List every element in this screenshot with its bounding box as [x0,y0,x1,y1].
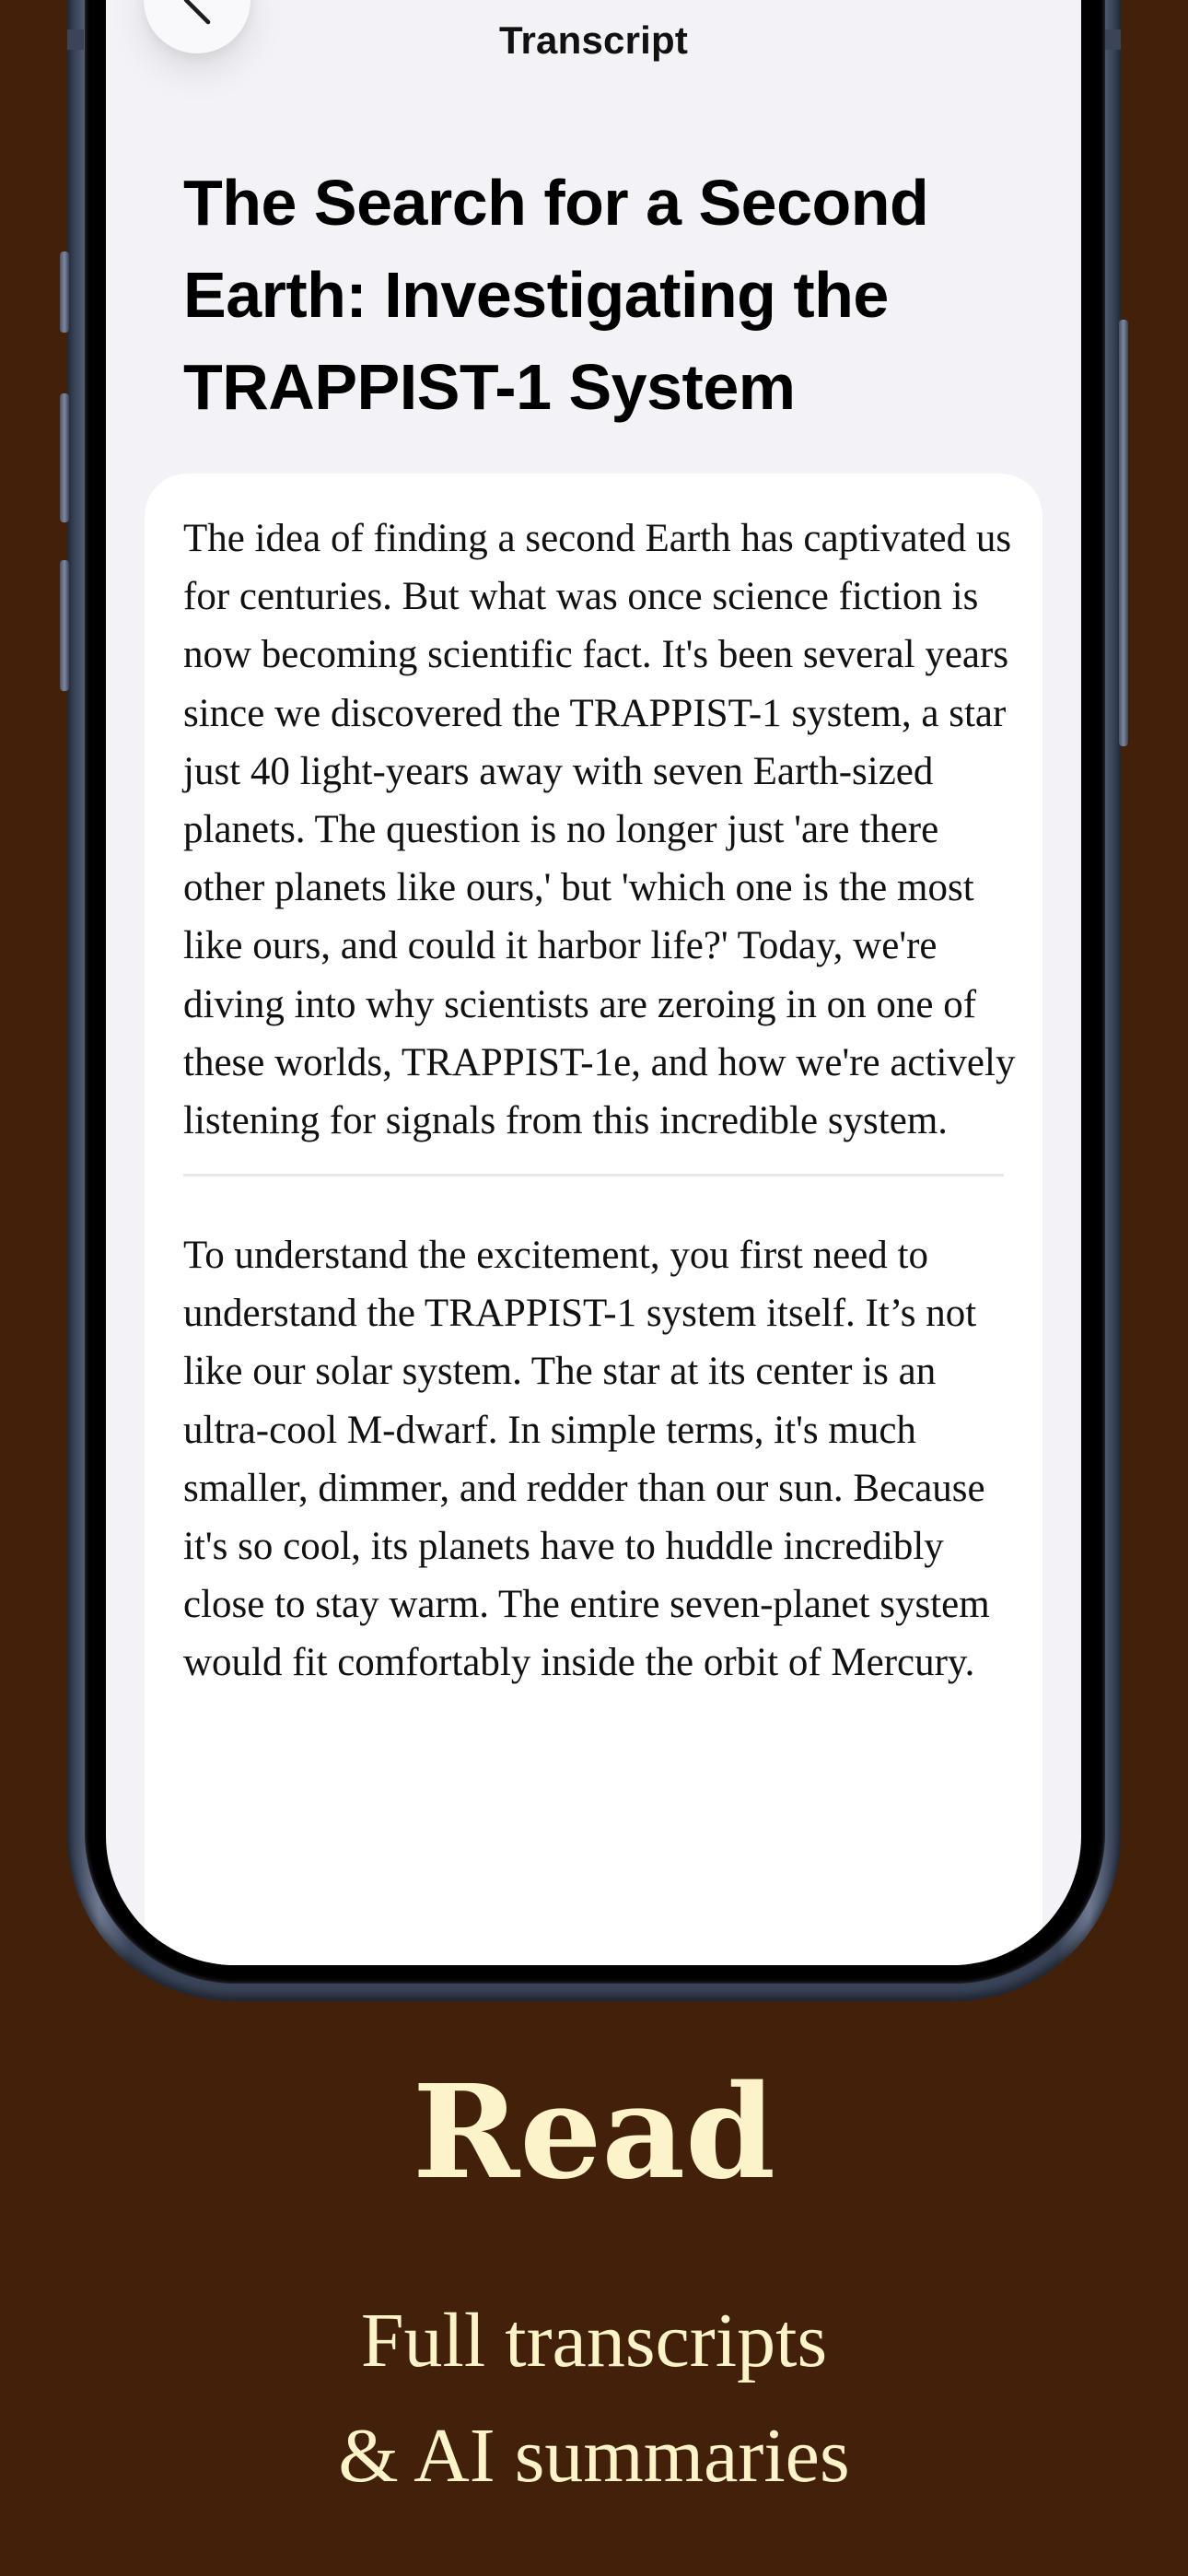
antenna-band-right [1104,29,1121,50]
volume-up-button [60,393,69,522]
phone-frame [67,0,1121,2001]
paragraph-divider [183,1174,1004,1177]
transcript-paragraph: The idea of finding a second Earth has captivated us for centuries. But what was once science fiction is now becoming scientific fact. It's been several years since we discovered the TRAPPIST-1 system, a star just 40 light-years away with seven Earth-sized planets. The question is no longer just 'are there other planets like ours,' but 'which one is the most like ours, and could it harbor life?' Today, we're diving into why scientists are zeroing in on one of these worlds, TRAPPIST-1e, and how we're actively listening for signals from this incredible system. [183,517,1016,1143]
navigation-bar [106,0,1081,101]
antenna-band-left [67,29,84,50]
episode-title: The Search for a Second Earth: Investigating the TRAPPIST-1 System [183,167,929,423]
promo-subline-2: & AI summaries [338,2413,850,2499]
transcript-paragraph: To understand the excitement, you first need to understand the TRAPPIST-1 system itself. It’s not like our solar system. The star at its center is an ultra-cool M-dwarf. In simple terms, it's much smaller, dimmer, and redder than our sun. Because it's so cool, its planets have to huddle incredibly close to stay warm. The entire seven-planet system would fit comfortably inside the orbit of Mercury. [183,1234,990,1685]
volume-down-button [60,560,69,691]
phone-screen [106,0,1081,1965]
promo-headline: Read [412,2057,776,2208]
power-button [1119,320,1128,746]
promo-subline-1: Full transcripts [360,2298,828,2383]
action-button [60,252,69,333]
promo-subheadline [0,2283,1188,2513]
nav-title: Transcript [498,18,689,62]
transcript-card [145,474,1042,1965]
